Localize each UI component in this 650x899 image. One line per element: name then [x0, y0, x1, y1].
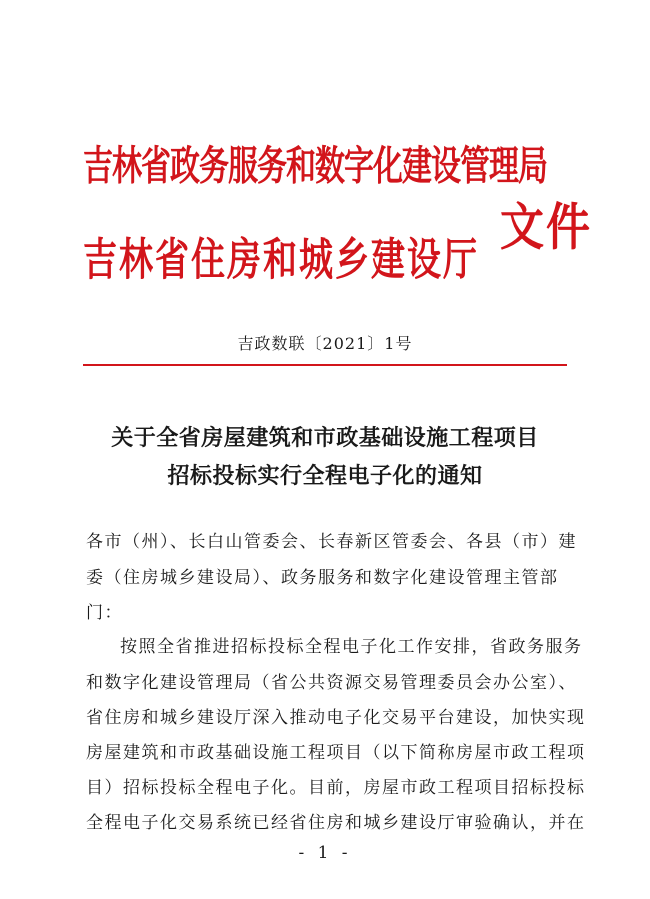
red-separator-line	[83, 364, 567, 366]
body-line: 省住房和城乡建设厅深入推动电子化交易平台建设，加快实现	[86, 708, 586, 728]
body-line: 各市（州）、长白山管委会、长春新区管委会、各县（市）建	[86, 532, 577, 552]
notice-title-line-2: 招标投标实行全程电子化的通知	[167, 463, 483, 489]
notice-title-line-1: 关于全省房屋建筑和市政基础设施工程项目	[111, 425, 539, 451]
issuer-name-2: 吉林省住房和城乡建设厅	[83, 234, 479, 287]
body-line: 按照全省推进招标投标全程电子化工作安排，省政务服务	[120, 637, 583, 657]
page-number: - 1 -	[298, 843, 352, 863]
body-line: 目）招标投标全程电子化。目前，房屋市政工程项目招标投标	[86, 778, 586, 798]
body-line: 房屋建筑和市政基础设施工程项目（以下简称房屋市政工程项	[86, 743, 586, 763]
body-line: 委（住房城乡建设局）、政务服务和数字化建设管理主管部	[86, 568, 559, 588]
body-line: 全程电子化交易系统已经省住房和城乡建设厅审验确认，并在	[86, 813, 586, 833]
document-number: 吉政数联〔2021〕1号	[237, 334, 413, 353]
body-line: 门：	[86, 603, 123, 623]
document-word: 文件	[500, 198, 592, 258]
issuer-name-1: 吉林省政务服务和数字化建设管理局	[83, 142, 547, 191]
body-line: 和数字化建设管理局（省公共资源交易管理委员会办公室）、	[86, 673, 577, 693]
